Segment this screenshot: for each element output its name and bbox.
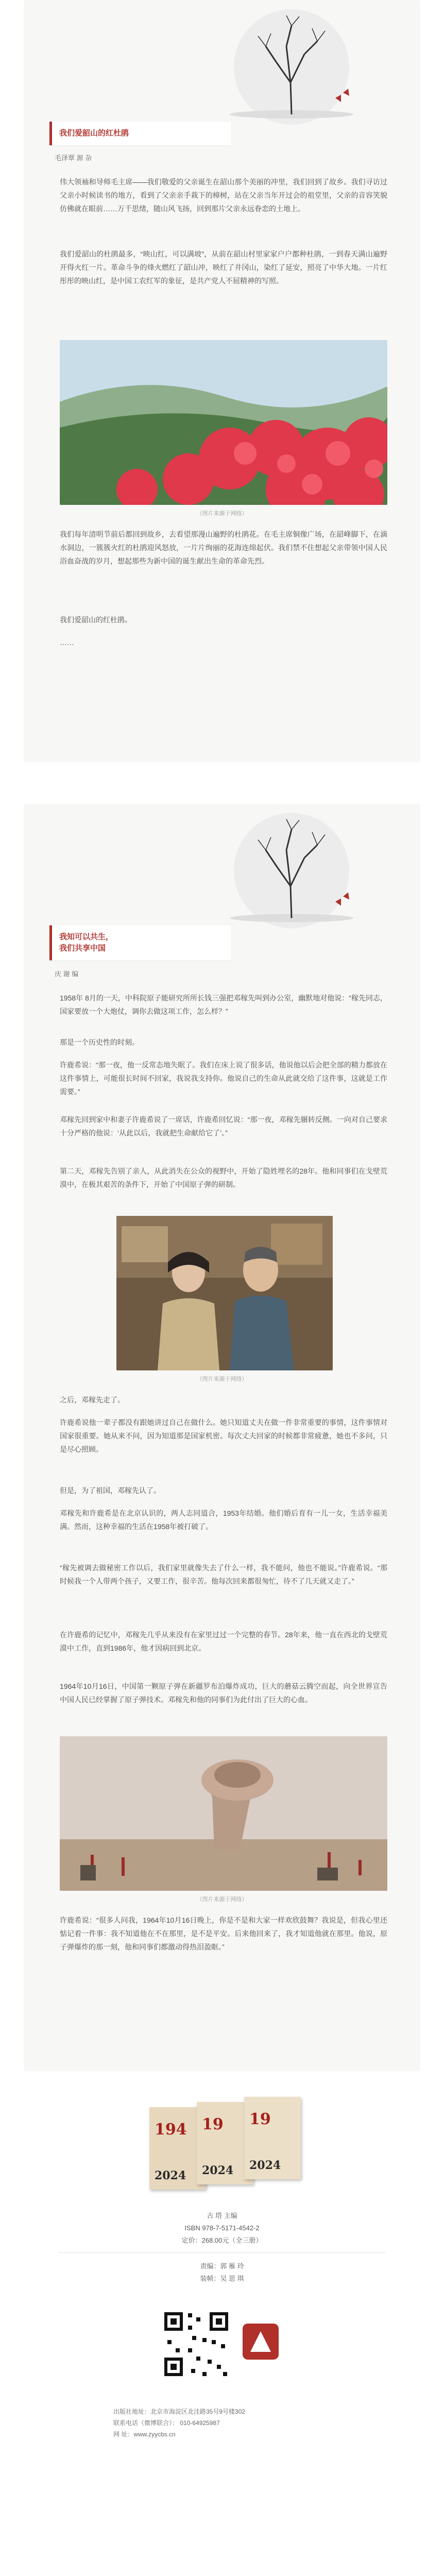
article-title: 我们爱韶山的红杜鹃 xyxy=(59,129,129,138)
book-cover-number: 194 xyxy=(155,2121,187,2139)
article-card-1 xyxy=(24,0,420,762)
portrait-photo xyxy=(116,1216,333,1370)
article-card-2 xyxy=(24,804,420,2071)
paragraph: 我们爱韶山的红杜鹃。 xyxy=(60,616,132,624)
paragraph-ending: …… xyxy=(60,638,74,647)
paragraph: 邓稼先回到家中和妻子许鹿希说了一席话，许鹿希回忆说：“那一夜，邓稼先辗转反侧。一向对自己要求十分严格的他说：‘从此以后，我就把生命献给它了’。” xyxy=(60,1115,387,1137)
paragraph: 第二天，邓稼先告别了亲人，从此消失在公众的视野中，开始了隐姓埋名的28年。他和同事们在戈壁荒漠中，在极其艰苦的条件下，开始了中国原子弹的研制。 xyxy=(60,1167,387,1189)
article-title-line1: 我知可以共生， xyxy=(59,933,114,941)
publisher-footer xyxy=(113,2406,402,2440)
book-cover-number: 19 xyxy=(249,2110,271,2128)
tree-illustration xyxy=(214,5,358,139)
book-cover-year: 2024 xyxy=(249,2159,281,2172)
book-promo xyxy=(0,2092,444,2391)
book-cover-year: 2024 xyxy=(155,2169,186,2182)
book-editor: 古 塔 主编 xyxy=(207,2212,237,2219)
paragraph: 邓稼先和许鹿希是在北京认识的，两人志同道合，1953年结婚。他们婚后育有一儿一女，生活幸福美满。然而，这种幸福的生活在1958年被打破了。 xyxy=(60,1509,387,1531)
mushroom-cloud-photo xyxy=(60,1736,387,1891)
azalea-photo xyxy=(60,340,387,505)
publisher-address: 出版社地址：北京市海淀区北洼路35号9号楼302 xyxy=(113,2408,246,2415)
paragraph: 我们爱韶山的杜鹃最多，“映山红，可以满坡”，从前在韶山村里家家户户都种杜鹃，一到春天满山遍野开得火红一片。革命斗争的烽火燃红了韶山冲，映红了井冈山，染红了延安，照亮了中华大地。一片红彤彤的映山红，是中国工农红军的象征，是共产党人不屈精神的写照。 xyxy=(60,250,387,285)
divider xyxy=(58,2252,386,2253)
publisher-website[interactable]: 网 址：www.zyycbs.cn xyxy=(113,2431,176,2438)
paragraph: 1958年 8月的一天，中科院原子能研究所所长钱三强把邓稼先叫到办公室，幽默地对他说：“稼先同志，国家要放一个大炮仗，调你去做这项工作，怎么样？” xyxy=(60,994,387,1015)
article-title-box xyxy=(49,925,231,960)
book-cover-3[interactable] xyxy=(244,2097,301,2179)
book-cover-number: 19 xyxy=(202,2115,224,2133)
book-price: 定价：268.00元（全三册） xyxy=(181,2236,263,2244)
paragraph: 那是一个历史性的时刻。 xyxy=(60,1038,139,1046)
book-isbn: ISBN 978-7-5171-4542-2 xyxy=(184,2224,260,2232)
publisher-phone: 联系电话（微博联合）： 010-64925987 xyxy=(113,2419,220,2427)
paragraph: 许鹿希说：“那一夜，他一反常态地失眠了。我们在床上说了很多话，他说他以后会把全部的精力都放在这件事情上，可能很长时间不回家，我说我支持你。他说自己的生命从此就交给了这件事，这就是工作需要。” xyxy=(60,1061,387,1096)
paragraph: “稼先被调去做秘密工作以后，我们家里就像失去了什么一样，我不能问，他也不能说。”许鹿希说。“那时候我一个人带两个孩子，又要工作，很辛苦。他每次回来都很匆忙，待不了几天就又走了。” xyxy=(60,1564,387,1585)
article-byline: 毛泽覃 源 杂 xyxy=(55,154,92,162)
image-caption: （图片来源于网络） xyxy=(196,511,248,517)
paragraph: 我们每年清明节前后都回到故乡，去看望那漫山遍野的杜鹃花。在毛主席铜像广场，在韶峰脚下，在滴水洞边，一簇簇火红的杜鹃迎风怒放，一片片绚丽的花海连绵起伏。我们禁不住想起父亲带领中国人民浴血奋战的岁月，想起那些为新中国的诞生献出生命的革命先烈。 xyxy=(60,530,387,565)
paragraph: 在许鹿希的记忆中，邓稼先几乎从来没有在家里过过一个完整的春节。28年来，他一直在西北的戈壁荒漠中工作，直到1986年，他才因病回到北京。 xyxy=(60,1631,387,1652)
paragraph: 但是，为了祖国，邓稼先认了。 xyxy=(60,1486,161,1495)
paragraph: 1964年10月16日，中国第一颗原子弹在新疆罗布泊爆炸成功，巨大的蘑菇云腾空而起，向全世界宣告中国人民已经掌握了原子弹技术。邓稼先和他的同事们为此付出了巨大的心血。 xyxy=(60,1682,387,1704)
article-title-box xyxy=(49,122,231,145)
article-title-line2: 我们共享中国 xyxy=(59,944,106,953)
tree-illustration xyxy=(214,809,358,943)
book-designer: 装帧：吴 思 琪 xyxy=(200,2275,244,2282)
book-responsible-editor: 责编：郭 雁 玲 xyxy=(200,2262,244,2270)
image-caption: （图片来源于网络） xyxy=(196,1896,248,1903)
qr-and-logo xyxy=(160,2308,284,2385)
paragraph: 伟大领袖和导师毛主席——我们敬爱的父亲诞生在韶山那个美丽的冲里，我们回到了故乡。我们寻访过父亲小时候读书的地方，看到了父亲亲手栽下的樟树，站在父亲当年开过会的祖堂里，父亲的音容笑貌仿佛就在眼前……万千思绪，随山风飞扬，回到那片父亲永远眷恋的土地上。 xyxy=(60,178,387,213)
paragraph: 之后，邓稼先走了。 xyxy=(60,1396,125,1404)
image-caption: （图片来源于网络） xyxy=(196,1376,248,1382)
paragraph: 许鹿希说：“很多人问我，1964年10月16日晚上，你是不是和大家一样欢欣鼓舞？我说是，但我心里还惦记着一件事：我不知道他在不在那里，是不是平安。后来他回来了，我才知道他就在那里。他说，原子弹爆炸的那一刻，他和同事们都激动得热泪盈眶。” xyxy=(60,1916,387,1951)
book-cover-year: 2024 xyxy=(202,2164,234,2177)
article-byline: 庆 谢 编 xyxy=(55,970,79,978)
paragraph: 许鹿希说他一辈子都没有跟她讲过自己在做什么。她只知道丈夫在做一件非常重要的事情，这件事情对国家很重要。她从来不问，因为知道那是国家机密。每次丈夫回家的时候都非常疲惫，她也不多问，只是尽心照顾。 xyxy=(60,1418,387,1453)
